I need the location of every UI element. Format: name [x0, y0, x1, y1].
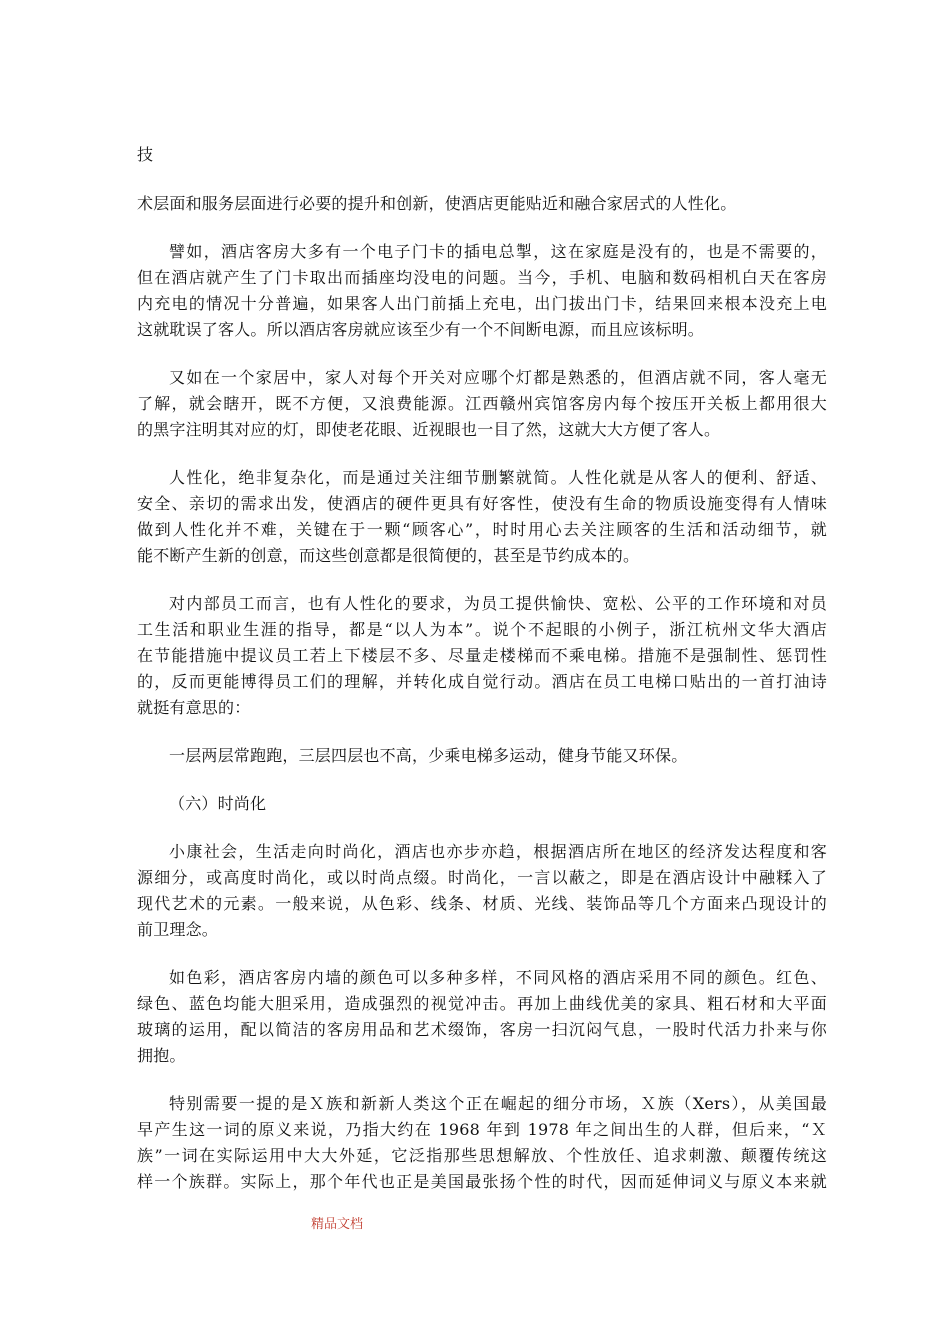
text-line: 族”一词在实际运用中大大外延，它泛指那些思想解放、个性放任、追求刺激、颠覆传统这	[137, 1146, 827, 1165]
text-line: 工生活和职业生涯的指导，都是“以人为本”。说个不起眼的小例子，浙江杭州文华大酒店	[137, 620, 827, 639]
text-line: 前卫理念。	[137, 920, 219, 939]
text-line: 的，反而更能博得员工们的理解，并转化成自觉行动。酒店在员工电梯口贴出的一首打油诗	[137, 672, 827, 691]
text-line: 小康社会，生活走向时尚化，酒店也亦步亦趋，根据酒店所在地区的经济发达程度和客	[169, 842, 827, 861]
text-line: 就挺有意思的：	[137, 698, 251, 717]
text-line: 人性化，绝非复杂化，而是通过关注细节删繁就简。人性化就是从客人的便利、舒适、	[169, 468, 827, 487]
text-line: 样一个族群。实际上，那个年代也正是美国最张扬个性的时代，因而延伸词义与原义本来就	[137, 1172, 827, 1191]
text-line: 的黑字注明其对应的灯，即使老花眼、近视眼也一目了然，这就大大方便了客人。	[137, 420, 721, 439]
text-line: 如色彩，酒店客房内墙的颜色可以多种多样，不同风格的酒店采用不同的颜色。红色、	[169, 968, 827, 987]
text-line: 但在酒店就产生了门卡取出而插座均没电的问题。当今，手机、电脑和数码相机白天在客房	[137, 268, 827, 287]
text-line: 安全、亲切的需求出发，使酒店的硬件更具有好客性，使没有生命的物质设施变得有人情味	[137, 494, 827, 513]
text-line: 这就耽误了客人。所以酒店客房就应该至少有一个不间断电源，而且应该标明。	[137, 320, 705, 339]
text-line: 技	[137, 145, 154, 164]
text-line: 源细分，或高度时尚化，或以时尚点缀。时尚化，一言以蔽之，即是在酒店设计中融糅入了	[137, 868, 827, 887]
text-line: （六）时尚化	[169, 794, 267, 813]
text-line: 一层两层常跑跑，三层四层也不高，少乘电梯多运动，健身节能又环保。	[169, 746, 688, 765]
text-line: 譬如，酒店客房大多有一个电子门卡的插电总掣，这在家庭是没有的，也是不需要的，	[169, 242, 827, 261]
text-line: 特别需要一提的是Ｘ族和新新人类这个正在崛起的细分市场，Ｘ族（Xers），从美国最	[169, 1094, 827, 1113]
text-line: 玻璃的运用，配以简洁的客房用品和艺术缀饰，客房一扫沉闷气息，一股时代活力扑来与你	[137, 1020, 827, 1039]
text-line: 现代艺术的元素。一般来说，从色彩、线条、材质、光线、装饰品等几个方面来凸现设计的	[137, 894, 827, 913]
text-line: 术层面和服务层面进行必要的提升和创新，使酒店更能贴近和融合家居式的人性化。	[137, 194, 737, 213]
text-line: 早产生这一词的原义来说，乃指大约在 1968 年到 1978 年之间出生的人群，但后来，“Ｘ	[137, 1120, 827, 1139]
text-line: 了解，就会瞎开，既不方便，又浪费能源。江西赣州宾馆客房内每个按压开关板上都用很大	[137, 394, 827, 413]
text-line: 内充电的情况十分普遍，如果客人出门前插上充电，出门拔出门卡，结果回来根本没充上电	[137, 294, 827, 313]
text-line: 绿色、蓝色均能大胆采用，造成强烈的视觉冲击。再加上曲线优美的家具、粗石材和大平面	[137, 994, 827, 1013]
text-line: 拥抱。	[137, 1046, 186, 1065]
footer-watermark-text: 精品文档	[311, 1217, 364, 1232]
text-line: 对内部员工而言，也有人性化的要求，为员工提供愉快、宽松、公平的工作环境和对员	[169, 594, 827, 613]
text-line: 做到人性化并不难，关键在于一颗“顾客心”，时时用心去关注顾客的生活和活动细节，就	[137, 520, 827, 539]
text-line: 又如在一个家居中，家人对每个开关对应哪个灯都是熟悉的，但酒店就不同，客人毫无	[169, 368, 827, 387]
text-line: 能不断产生新的创意，而这些创意都是很简便的，甚至是节约成本的。	[137, 546, 640, 565]
text-line: 在节能措施中提议员工若上下楼层不多、尽量走楼梯而不乘电梯。措施不是强制性、惩罚性	[137, 646, 827, 665]
